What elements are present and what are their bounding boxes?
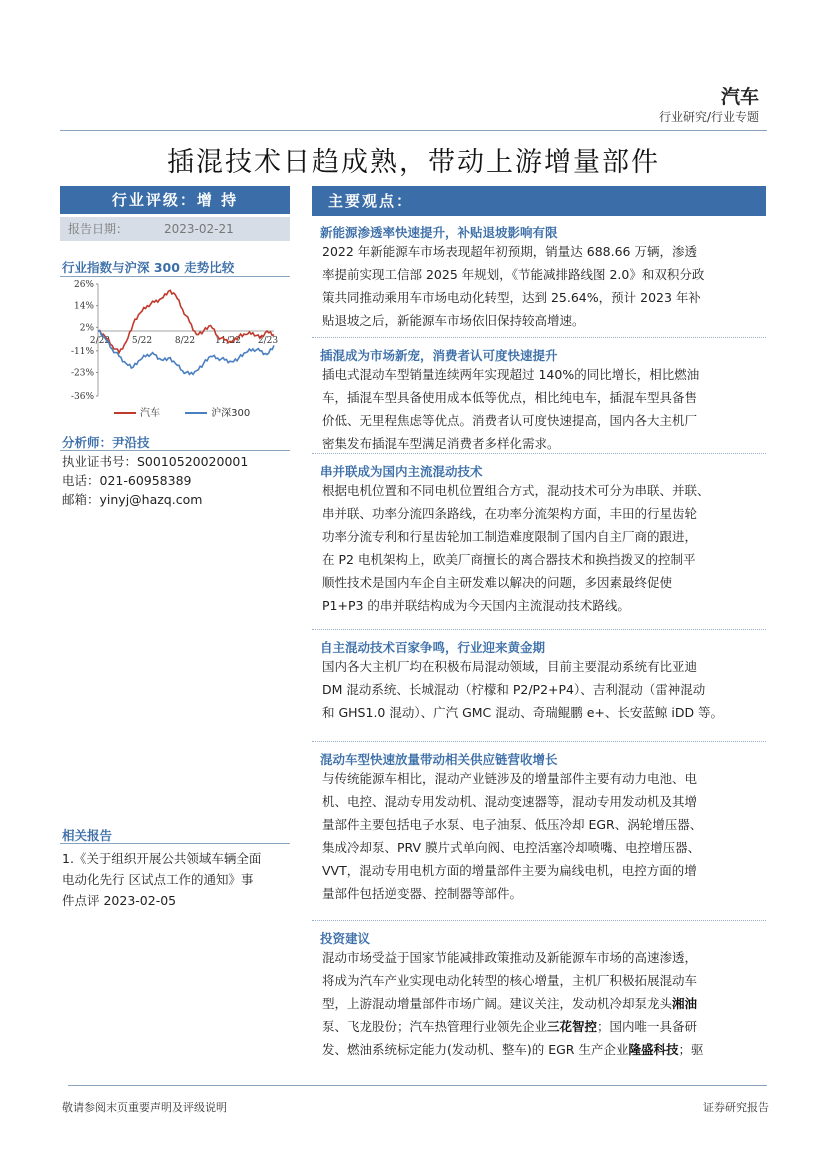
body-line: 混动市场受益于国家节能减排政策推动及新能源车市场的高速渗透， bbox=[322, 950, 698, 965]
section-title: 投资建议 bbox=[320, 931, 371, 946]
analyst-cert: 执业证书号：S0010520020001 bbox=[62, 454, 249, 469]
x-tick-label: 5/22 bbox=[131, 335, 153, 346]
related-report-line: 件点评 2023-02-05 bbox=[62, 893, 177, 908]
section-body bbox=[322, 655, 768, 724]
body-line: 在 P2 电机架构上，欧美厂商擅长的离合器技术和换挡拨叉的控制平 bbox=[322, 552, 696, 567]
section-divider bbox=[312, 920, 766, 921]
related-report[interactable] bbox=[62, 848, 261, 911]
page-title: 插混技术日趋成熟，带动上游增量部件 bbox=[167, 147, 660, 178]
body-line: 2022 年新能源车市场表现超年初预期，销量达 688.66 万辆，渗透 bbox=[322, 244, 697, 259]
section-title: 混动车型快速放量带动相关供应链营收增长 bbox=[320, 752, 558, 767]
legend-label-hs300: 沪深300 bbox=[211, 408, 251, 419]
section-body bbox=[322, 479, 768, 617]
company-highlight: 三花智控 bbox=[547, 1019, 598, 1034]
body-line: 顺性技术是国内车企自主研发难以解决的问题，多因素最终促使 bbox=[322, 575, 673, 590]
legend-item-auto bbox=[114, 408, 160, 419]
legend-swatch-auto bbox=[114, 412, 136, 414]
body-line: 和 GHS1.0 混动）、广汽 GMC 混动、奇瑞鲲鹏 e+、长安蓝鲸 iDD 等。 bbox=[322, 705, 724, 720]
header-divider bbox=[60, 130, 767, 131]
main-points-label: 主要观点： bbox=[328, 192, 414, 210]
body-line: 发、燃油系统标定能力(发动机、整车)的 EGR 生产企业隆盛科技；驱 bbox=[322, 1042, 704, 1057]
company-highlight: 湘油 bbox=[672, 996, 698, 1011]
x-tick-label: 8/22 bbox=[174, 335, 196, 346]
footer-disclaimer: 敬请参阅末页重要声明及评级说明 bbox=[62, 1101, 227, 1114]
footer-doc-type: 证券研究报告 bbox=[703, 1101, 769, 1114]
chart-series bbox=[98, 290, 274, 374]
body-line: 插电式混动车型销量连续两年实现超过 140%的同比增长，相比燃油 bbox=[322, 367, 700, 382]
analyst-divider bbox=[60, 450, 290, 451]
footer-divider bbox=[68, 1085, 767, 1086]
section-title: 串并联成为国内主流混动技术 bbox=[320, 464, 483, 479]
body-line: 串并联、功率分流四条路线，在功率分流架构方面，丰田的行星齿轮 bbox=[322, 506, 698, 521]
body-line: 功率分流专利和行星齿轮加工制造难度限制了国内自主厂商的跟进， bbox=[322, 529, 698, 544]
section-body bbox=[322, 946, 768, 1061]
section-title: 插混成为市场新宠，消费者认可度快速提升 bbox=[320, 348, 558, 363]
body-line: P1+P3 的串并联结构成为今天国内主流混动技术路线。 bbox=[322, 598, 630, 613]
body-line: VVT，混动专用电机方面的增量部件主要为扁线电机，电控方面的增 bbox=[322, 863, 697, 878]
chart-heading: 行业指数与沪深 300 走势比较 bbox=[62, 260, 235, 275]
x-tick-label: 11/22 bbox=[215, 335, 241, 346]
analyst-phone: 电话：021-60958389 bbox=[62, 473, 192, 488]
body-line: 型，上游混动增量部件市场广阔。建议关注，发动机冷却泵龙头湘油 bbox=[322, 996, 698, 1011]
y-tick-label: 14% bbox=[73, 301, 94, 312]
analyst-heading: 分析师：尹沿技 bbox=[62, 435, 150, 450]
body-line: 策共同推动乘用车市场电动化转型，达到 25.64%，预计 2023 年补 bbox=[322, 290, 701, 305]
x-tick-label: 2/23 bbox=[257, 335, 279, 346]
body-line: 机、电控、混动专用发动机、混动变速器等，混动专用发动机及其增 bbox=[322, 794, 698, 809]
chart-legend bbox=[114, 404, 250, 419]
related-divider bbox=[60, 843, 290, 844]
body-line: 国内各大主机厂均在积极布局混动领域，目前主要混动系统有比亚迪 bbox=[322, 659, 698, 674]
main-points-heading bbox=[312, 186, 766, 216]
sector-label: 汽车 bbox=[720, 86, 759, 108]
y-tick-label: 2% bbox=[79, 323, 94, 334]
report-type: 行业研究/行业专题 bbox=[658, 110, 759, 124]
body-line: 根据电机位置和不同电机位置组合方式，混动技术可分为串联、并联、 bbox=[322, 483, 710, 498]
section-divider bbox=[312, 629, 766, 630]
report-date-label: 报告日期： bbox=[68, 222, 129, 236]
chart-heading-divider bbox=[60, 276, 290, 277]
body-line: 贴退坡之后，新能源车市场依旧保持较高增速。 bbox=[322, 313, 585, 328]
report-date bbox=[60, 217, 290, 241]
body-line: 量部件包括逆变器、控制器等部件。 bbox=[322, 886, 523, 901]
y-tick-label: 26% bbox=[73, 280, 94, 290]
analyst-email[interactable]: 邮箱：yinyj@hazq.com bbox=[62, 492, 203, 507]
y-tick-label: -11% bbox=[70, 346, 94, 357]
body-line: 车，插混车型具备使用成本低等优点，相比纯电车，插混车型具备售 bbox=[322, 390, 698, 405]
y-tick-label: -36% bbox=[70, 392, 94, 402]
analyst-info bbox=[62, 452, 248, 509]
body-line: 泵、飞龙股份；汽车热管理行业领先企业三花智控；国内唯一具备研 bbox=[322, 1019, 698, 1034]
section-body bbox=[322, 767, 768, 905]
y-tick-label: -23% bbox=[70, 368, 94, 379]
section-divider bbox=[312, 337, 766, 338]
body-line: 量部件主要包括电子水泵、电子油泵、低压冷却 EGR、涡轮增压器、 bbox=[322, 817, 703, 832]
related-report-line: 电动化先行 区试点工作的通知》事 bbox=[62, 872, 254, 887]
section-body bbox=[322, 240, 768, 332]
report-date-value: 2023-02-21 bbox=[164, 222, 234, 236]
body-line: 集成冷却泵、PRV 膜片式单向阀、电控活塞冷却喷嘴、电控增压器、 bbox=[322, 840, 701, 855]
chart-x-ticks bbox=[90, 336, 278, 346]
body-line: 价低、无里程焦虑等优点。消费者认可度快速提高，国内各大主机厂 bbox=[322, 413, 698, 428]
body-line: 与传统能源车相比，混动产业链涉及的增量部件主要有动力电池、电 bbox=[322, 771, 698, 786]
industry-rating: 行业评级：增 持 bbox=[60, 186, 290, 214]
section-title: 自主混动技术百家争鸣，行业迎来黄金期 bbox=[320, 640, 546, 655]
section-divider bbox=[312, 453, 766, 454]
company-highlight: 隆盛科技 bbox=[628, 1042, 679, 1057]
related-report-line: 1.《关于组织开展公共领域车辆全面 bbox=[62, 851, 262, 866]
body-line: 密集发布插混车型满足消费者多样化需求。 bbox=[322, 436, 560, 451]
body-line: 将成为汽车产业实现电动化转型的核心增量，主机厂积极拓展混动车 bbox=[322, 973, 698, 988]
legend-item-hs300 bbox=[185, 408, 250, 419]
body-line: 率提前实现工信部 2025 年规划，《节能减排路线图 2.0》和双积分政 bbox=[322, 267, 705, 282]
section-body bbox=[322, 363, 768, 455]
trend-chart bbox=[60, 278, 290, 423]
related-heading: 相关报告 bbox=[62, 828, 113, 843]
x-tick-label: 2/22 bbox=[89, 335, 111, 346]
legend-swatch-hs300 bbox=[185, 412, 207, 414]
section-title: 新能源渗透率快速提升，补贴退坡影响有限 bbox=[320, 225, 558, 240]
body-line: DM 混动系统、长城混动（柠檬和 P2/P2+P4）、吉利混动（雷神混动 bbox=[322, 682, 706, 697]
legend-label-auto: 汽车 bbox=[140, 408, 160, 419]
section-divider bbox=[312, 741, 766, 742]
